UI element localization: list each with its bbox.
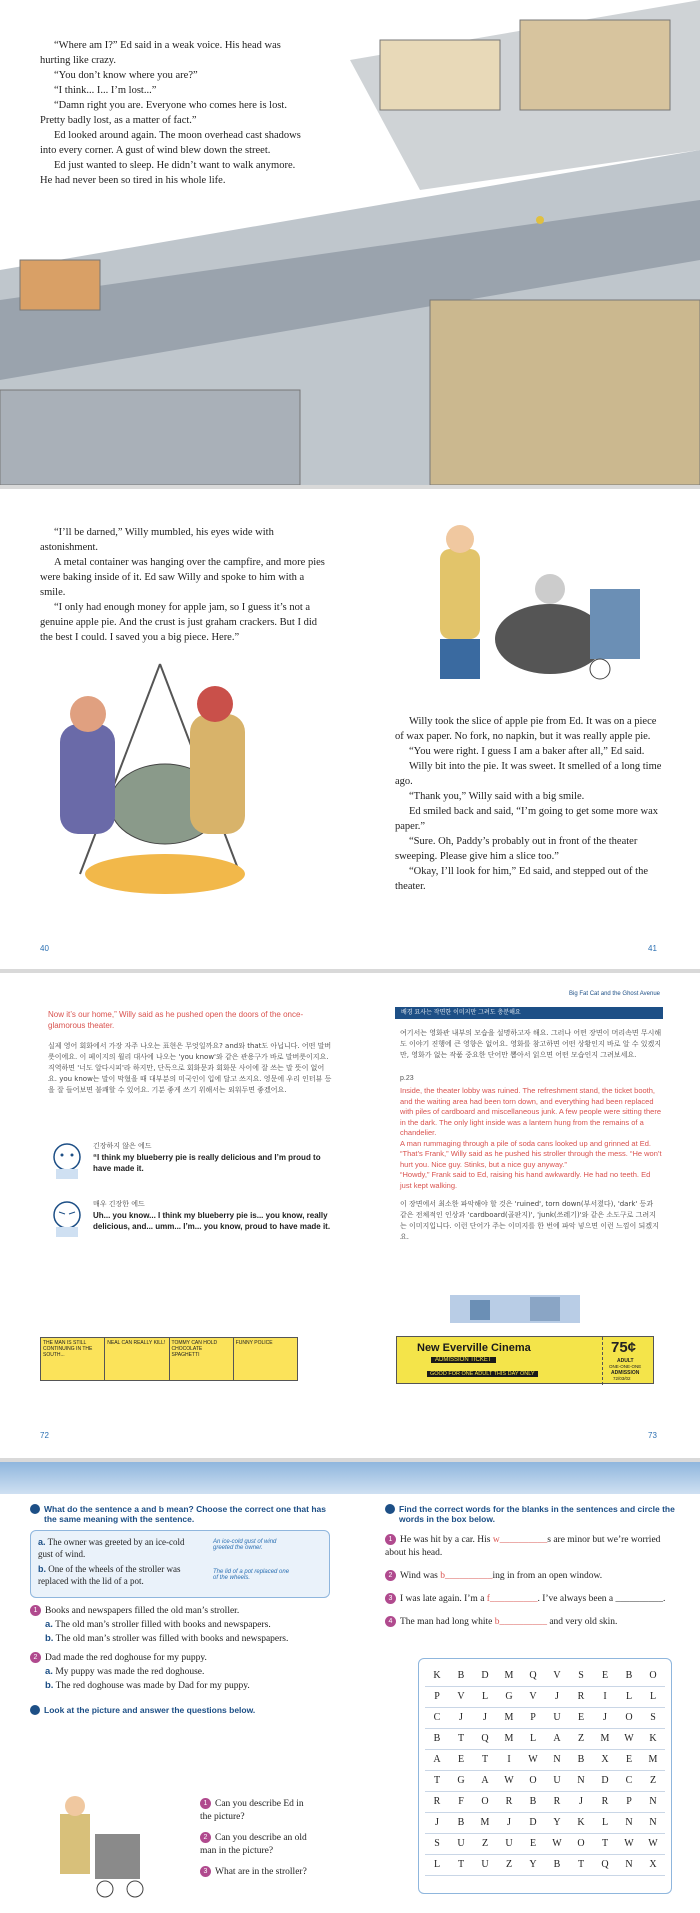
grid-cell[interactable]: O	[641, 1665, 665, 1686]
grid-cell[interactable]: S	[425, 1833, 449, 1854]
story-line: “I’ll be darned,” Willy mumbled, his eyes wide with astonishment.	[40, 527, 274, 553]
grid-cell[interactable]: T	[473, 1749, 497, 1770]
grid-cell[interactable]: K	[569, 1812, 593, 1833]
grid-cell[interactable]: T	[425, 1770, 449, 1791]
grid-cell[interactable]: B	[545, 1854, 569, 1875]
story-line: “You were right. I guess I am a baker after all,” Ed said.	[409, 746, 645, 757]
comic-panel: NEAL CAN REALLY KILL!	[105, 1338, 169, 1380]
ticket-note: GOOD FOR ONE ADULT THIS DAY ONLY	[427, 1371, 538, 1377]
grid-cell[interactable]: Z	[569, 1728, 593, 1749]
grid-cell[interactable]: Q	[473, 1728, 497, 1749]
grid-cell[interactable]: A	[425, 1749, 449, 1770]
grid-cell[interactable]: R	[425, 1791, 449, 1812]
grid-cell[interactable]: D	[521, 1812, 545, 1833]
q3-item: 2 Wind was b__________ing in from an open window.	[385, 1570, 675, 1583]
grid-cell[interactable]: M	[641, 1749, 665, 1770]
story-line: Willy took the slice of apple pie from Ed. It was on a piece of wax paper. No fork, no napkin, but it was really apple pie.	[395, 716, 657, 742]
q3-item: 1 He was hit by a car. His w__________s are minor but we’re worried about his head.	[385, 1535, 661, 1558]
grid-cell[interactable]: O	[569, 1833, 593, 1854]
grid-cell[interactable]: M	[497, 1707, 521, 1728]
story-line: Willy bit into the pie. It was sweet. It smelled of a long time ago.	[395, 761, 662, 787]
question-2-icon	[30, 1705, 40, 1715]
grid-cell[interactable]: S	[641, 1707, 665, 1728]
passage-line: A man rummaging through a pile of soda cans looked up and grinned at Ed.	[400, 1138, 651, 1148]
story-line: “Damn right you are. Everyone who comes here is lost. Pretty badly lost, as a matter of fact.”	[40, 100, 287, 126]
story-line: “Where am I?” Ed said in a weak voice. His head was hurting like crazy.	[40, 40, 281, 66]
question-1-text: What do the sentence a and b mean? Choose the correct one that has the same meaning with the sentence.	[44, 1504, 326, 1524]
grid-cell[interactable]: B	[425, 1728, 449, 1749]
word-search-grid	[425, 1665, 665, 1876]
page-ref: p.23	[400, 1075, 414, 1082]
q1-item: 1 Books and newspapers filled the old man’s stroller. a. The old man’s stroller filled with books and newspapers. b. The old man’s stroller was filled with books and newspapers.	[30, 1605, 330, 1646]
q2-item: 2 Can you describe an old man in the picture?	[200, 1833, 307, 1856]
grid-cell[interactable]: J	[425, 1812, 449, 1833]
passage-line: Inside, the theater lobby was ruined. The refreshment stand, the ticket booth, and the waiting area had been torn down, and everything had been replaced with piles of cardboard and miscellaneous junk. A few people were sitting there in the dark. The only light inside was a lantern hung from the remains of a chandelier.	[400, 1086, 661, 1137]
grid-cell[interactable]: W	[521, 1749, 545, 1770]
blank[interactable]: w__________	[492, 1535, 548, 1545]
q2-item: 1 Can you describe Ed in the picture?	[200, 1799, 304, 1822]
grid-cell[interactable]: O	[521, 1770, 545, 1791]
grid-cell[interactable]: T	[449, 1854, 473, 1875]
ticket-price: 75¢	[611, 1339, 637, 1356]
grid-cell[interactable]: N	[545, 1749, 569, 1770]
grid-cell[interactable]: N	[617, 1854, 641, 1875]
grid-cell[interactable]: N	[641, 1812, 665, 1833]
story-line: “Sure. Oh, Paddy’s probably out in front of the theater sweeping. Please give him a slice too.”	[395, 836, 638, 862]
grid-cell[interactable]: T	[449, 1728, 473, 1749]
cinema-ticket	[396, 1336, 654, 1384]
grid-cell[interactable]: E	[521, 1833, 545, 1854]
grid-cell[interactable]: M	[593, 1728, 617, 1749]
grid-cell[interactable]: R	[569, 1686, 593, 1707]
grid-cell[interactable]: J	[473, 1707, 497, 1728]
example-a-note: An ice-cold gust of wind greeted the owner.	[213, 1539, 277, 1551]
ticket-one: ONE-ONE-ONE	[609, 1364, 642, 1369]
q3-item: 3 I was late again. I’m a f__________. I’ve always been a __________.	[385, 1593, 675, 1606]
option-b[interactable]: b. The old man’s stroller was filled with books and newspapers.	[45, 1633, 289, 1644]
grid-cell[interactable]: R	[593, 1791, 617, 1812]
study-spread	[0, 973, 700, 1458]
grid-cell[interactable]: R	[497, 1791, 521, 1812]
grid-cell[interactable]: E	[593, 1665, 617, 1686]
grid-cell[interactable]: T	[593, 1833, 617, 1854]
grid-cell[interactable]: P	[425, 1686, 449, 1707]
grid-cell[interactable]: F	[449, 1791, 473, 1812]
ticket-admission: ADMISSION	[611, 1370, 640, 1376]
grid-cell[interactable]: B	[569, 1749, 593, 1770]
story-line: A metal container was hanging over the campfire, and more pies were baking inside of it. Ed saw Willy and spoke to him with a smile.	[40, 557, 325, 598]
ed-stroller-illustration	[40, 1794, 160, 1904]
grid-cell[interactable]: W	[641, 1833, 665, 1854]
grid-cell[interactable]: U	[497, 1833, 521, 1854]
korean-explanation: 실제 영어 회화에서 가장 자주 나오는 표현은 무엇일까요? and와 that도 아닙니다. 어떤 말버릇이에요. 이 페이지의 윌리 대사에 나오는 'you know'와 같은 관용구가 바로 말버릇이지요. 직역하면 '너도 알다시피'라 하지만, 단독으로 회화문과 회화문 사이에 잘 쓰는 말 뜻이 없어요. you know는 말이 막혔을 때 대부분의 미국인이 입에 달고 쓰지요. 영문에 우리 인터뷰 등을 잘 들어보면 불쾌할 수 있어요. 기분 좋게 쓰기 위해서는 외워두면 좋겠어요.	[48, 1042, 332, 1094]
grid-cell[interactable]: O	[473, 1791, 497, 1812]
grid-cell[interactable]: U	[545, 1770, 569, 1791]
q1-item: 2 Dad made the red doghouse for my puppy. a. My puppy was made the red doghouse. b. The red doghouse was made by Dad for my puppy.	[30, 1652, 330, 1693]
grid-cell[interactable]: A	[545, 1728, 569, 1749]
grid-cell[interactable]: A	[473, 1770, 497, 1791]
story-line: “Okay, I’ll look for him,” Ed said, and stepped out of the theater.	[395, 866, 649, 892]
story-line: “You don’t know where you are?”	[54, 70, 198, 81]
option-a[interactable]: a. The old man’s stroller filled with books and newspapers.	[45, 1619, 271, 1630]
question-1-icon	[30, 1504, 40, 1514]
grid-cell[interactable]: I	[593, 1686, 617, 1707]
grid-cell[interactable]: J	[449, 1707, 473, 1728]
grid-cell[interactable]: B	[449, 1812, 473, 1833]
grid-cell[interactable]: V	[545, 1665, 569, 1686]
grid-row	[425, 1749, 665, 1770]
ticket-title: New Everville Cinema	[417, 1342, 531, 1354]
page-number: 41	[648, 944, 657, 953]
grid-cell[interactable]: M	[497, 1665, 521, 1686]
grid-cell[interactable]: I	[497, 1749, 521, 1770]
grid-cell[interactable]: Z	[497, 1854, 521, 1875]
grid-cell[interactable]: T	[569, 1854, 593, 1875]
grid-cell[interactable]: X	[641, 1854, 665, 1875]
grid-cell[interactable]: B	[617, 1665, 641, 1686]
grid-cell[interactable]: V	[521, 1686, 545, 1707]
grid-cell[interactable]: W	[617, 1833, 641, 1854]
grid-cell[interactable]: J	[593, 1707, 617, 1728]
grid-cell[interactable]: J	[497, 1812, 521, 1833]
grid-cell[interactable]: J	[569, 1791, 593, 1812]
ticket-date: 72/03/02	[613, 1376, 631, 1381]
grid-cell[interactable]: X	[593, 1749, 617, 1770]
grid-cell[interactable]: C	[617, 1770, 641, 1791]
blank[interactable]: b__________	[494, 1617, 547, 1627]
passage-line: “That’s Frank,” Willy said as he pushed his stroller through the mess. “He won’t hurt you. Nice guy. Stinks, but a nice guy anyway.”	[400, 1149, 662, 1169]
blank[interactable]: b__________	[440, 1571, 493, 1581]
grid-cell[interactable]: W	[617, 1728, 641, 1749]
option-b[interactable]: b. The red doghouse was made by Dad for my puppy.	[45, 1680, 250, 1691]
grid-cell[interactable]: K	[425, 1665, 449, 1686]
grid-cell[interactable]: S	[569, 1665, 593, 1686]
grid-cell[interactable]: N	[617, 1812, 641, 1833]
grid-row	[425, 1665, 665, 1686]
grid-cell[interactable]: M	[497, 1728, 521, 1749]
comic-panel: THE MAN IS STILL CONTINUING IN THE SOUTH...	[41, 1338, 105, 1380]
example-a: a. The owner was greeted by an ice-cold gust of wind.	[38, 1537, 185, 1559]
grid-cell[interactable]: Q	[593, 1854, 617, 1875]
grid-cell[interactable]: D	[473, 1665, 497, 1686]
grid-cell[interactable]: V	[449, 1686, 473, 1707]
question-2-text: Look at the picture and answer the questions below.	[44, 1705, 256, 1715]
page-number: 40	[40, 944, 49, 953]
grid-cell[interactable]: L	[593, 1812, 617, 1833]
story-line: “Thank you,” Willy said with a big smile.	[409, 791, 585, 802]
grid-cell[interactable]: P	[521, 1707, 545, 1728]
grid-cell[interactable]: Y	[545, 1812, 569, 1833]
grid-cell[interactable]: L	[425, 1854, 449, 1875]
grid-cell[interactable]: E	[569, 1707, 593, 1728]
comic-panel: TOMMY CAN HOLD CHOCOLATE SPAGHETTI	[170, 1338, 234, 1380]
q2-item: 3 What are in the stroller?	[200, 1866, 310, 1879]
story-line: “I think... I... I’m lost...”	[54, 85, 157, 96]
story-page-street	[0, 0, 700, 485]
exercise-spread	[0, 1462, 700, 1913]
grid-cell[interactable]: W	[545, 1833, 569, 1854]
calm-label: 긴장하지 않은 에드	[93, 1142, 152, 1150]
calm-text: “I think my blueberry pie is really delicious and I’m proud to have made it.	[93, 1153, 321, 1173]
grid-cell[interactable]: J	[545, 1686, 569, 1707]
blank[interactable]: f__________	[486, 1594, 538, 1604]
grid-row	[425, 1812, 665, 1833]
comic-panel: FUNNY POLICE	[235, 1340, 273, 1346]
grid-row	[425, 1728, 665, 1749]
word-search-box	[418, 1658, 672, 1894]
grid-cell[interactable]: U	[449, 1833, 473, 1854]
nervous-ed-block	[48, 1199, 333, 1259]
story-line: Ed smiled back and said, “I’m going to get some more wax paper.”	[395, 806, 659, 832]
grid-cell[interactable]: Z	[641, 1770, 665, 1791]
grid-cell[interactable]: U	[545, 1707, 569, 1728]
question-2-title	[30, 1705, 330, 1715]
grid-cell[interactable]: W	[497, 1770, 521, 1791]
example-b: b. One of the wheels of the stroller was replaced with the lid of a pot.	[38, 1564, 181, 1586]
grid-cell[interactable]: G	[497, 1686, 521, 1707]
example-box	[30, 1530, 330, 1598]
grid-cell[interactable]: L	[641, 1686, 665, 1707]
grid-cell[interactable]: N	[641, 1791, 665, 1812]
grid-cell[interactable]: K	[641, 1728, 665, 1749]
grid-cell[interactable]: U	[473, 1854, 497, 1875]
highlight-quote: Now it’s our home,” Willy said as he pushed open the doors of the once-glamorous theater.	[48, 1010, 304, 1030]
grid-cell[interactable]: N	[569, 1770, 593, 1791]
page-number: 73	[648, 1431, 657, 1440]
calm-ed-block	[48, 1141, 333, 1193]
ed-face-icon	[50, 1141, 84, 1179]
header-band	[0, 1462, 700, 1494]
grid-row	[425, 1686, 665, 1707]
grid-row	[425, 1707, 665, 1728]
question-1-title	[30, 1504, 330, 1524]
question-3-title	[385, 1504, 675, 1524]
section-banner: 배경 묘사는 작면한 이미지만 그려도 충분해요	[395, 1007, 663, 1019]
story-line: Ed looked around again. The moon overhead cast shadows into every corner. A gust of wind blew down the street.	[40, 130, 301, 156]
nervous-label: 매우 긴장한 에드	[93, 1200, 145, 1208]
story-page-campfire	[0, 489, 700, 969]
grid-row	[425, 1791, 665, 1812]
grid-cell[interactable]: E	[449, 1749, 473, 1770]
grid-cell[interactable]: Z	[473, 1833, 497, 1854]
grid-cell[interactable]: Q	[521, 1665, 545, 1686]
passage-line: “Howdy,” Frank said to Ed, raising his hand awkwardly. He had no teeth. Ed just kept walking.	[400, 1170, 651, 1190]
ed-nervous-face-icon	[50, 1199, 84, 1237]
grid-cell[interactable]: C	[425, 1707, 449, 1728]
grid-cell[interactable]: Y	[521, 1854, 545, 1875]
nervous-text: Uh... you know... I think my blueberry pie is... you know, really delicious, and... umm... I’m... you know, proud to have made it.	[93, 1211, 331, 1231]
grid-row	[425, 1833, 665, 1854]
grid-cell[interactable]: L	[473, 1686, 497, 1707]
grid-cell[interactable]: L	[617, 1686, 641, 1707]
grid-cell[interactable]: G	[449, 1770, 473, 1791]
option-a[interactable]: a. My puppy was made the red doghouse.	[45, 1666, 205, 1677]
question-3-text: Find the correct words for the blanks in the sentences and circle the words in the box below.	[399, 1504, 675, 1524]
story-line: “I only had enough money for apple jam, so I guess it’s not a genuine apple pie. And the crust is just graham crackers. But I did the best I could. I saved you a big piece. Here.”	[40, 602, 318, 643]
example-b-note: The lid of a pot replaced one of the wheels.	[213, 1569, 290, 1581]
grid-cell[interactable]: P	[617, 1791, 641, 1812]
story-line: Ed just wanted to sleep. He didn’t want to walk anymore. He had never been so tired in his whole life.	[40, 160, 296, 186]
lobby-illustration	[450, 1285, 580, 1325]
grid-cell[interactable]: E	[617, 1749, 641, 1770]
grid-cell[interactable]: R	[545, 1791, 569, 1812]
q3-item: 4 The man had long white b__________ and very old skin.	[385, 1616, 675, 1629]
grid-cell[interactable]: B	[521, 1791, 545, 1812]
grid-cell[interactable]: O	[617, 1707, 641, 1728]
stroller-illustration	[400, 519, 660, 689]
intro-text: 여기서는 영화관 내부의 모습을 설명하고자 해요. 그러나 어떤 장면이 머리속면 무시해도 이야기 진행에 큰 영향은 없어요. 영화를 참고하면 어떤 상황인지 바로 알 수 있겠지만, 영화가 없는 작품 중요한 단어만 뽑아서 읽으면 어떤 모습인지 그려보세요.	[400, 1029, 662, 1059]
grid-cell[interactable]: D	[593, 1770, 617, 1791]
grid-cell[interactable]: M	[473, 1812, 497, 1833]
ticket-adult: ADULT	[617, 1358, 634, 1364]
question-3-icon	[385, 1504, 395, 1514]
ticket-subtitle: ADMISSION TICKET	[431, 1357, 496, 1363]
book-header: Big Fat Cat and the Ghost Avenue	[569, 991, 660, 997]
comic-strip	[40, 1337, 298, 1381]
outro-text: 이 장면에서 최소한 파악해야 할 것은 'ruined', torn down(부서졌다), 'dark' 등과 같은 전체적인 인상과 'cardboard(골판지)', 'junk(쓰레기)'와 같은 소도구로 그려지는 이미지입니다. 이런 단어가 주는 이미지를 한 번에 파악 넣으면 이런 느낌이 되겠지요.	[400, 1200, 659, 1241]
grid-row	[425, 1770, 665, 1791]
grid-row	[425, 1854, 665, 1875]
grid-cell[interactable]: B	[449, 1665, 473, 1686]
grid-cell[interactable]: L	[521, 1728, 545, 1749]
page-number: 72	[40, 1431, 49, 1440]
campfire-illustration	[40, 654, 290, 914]
